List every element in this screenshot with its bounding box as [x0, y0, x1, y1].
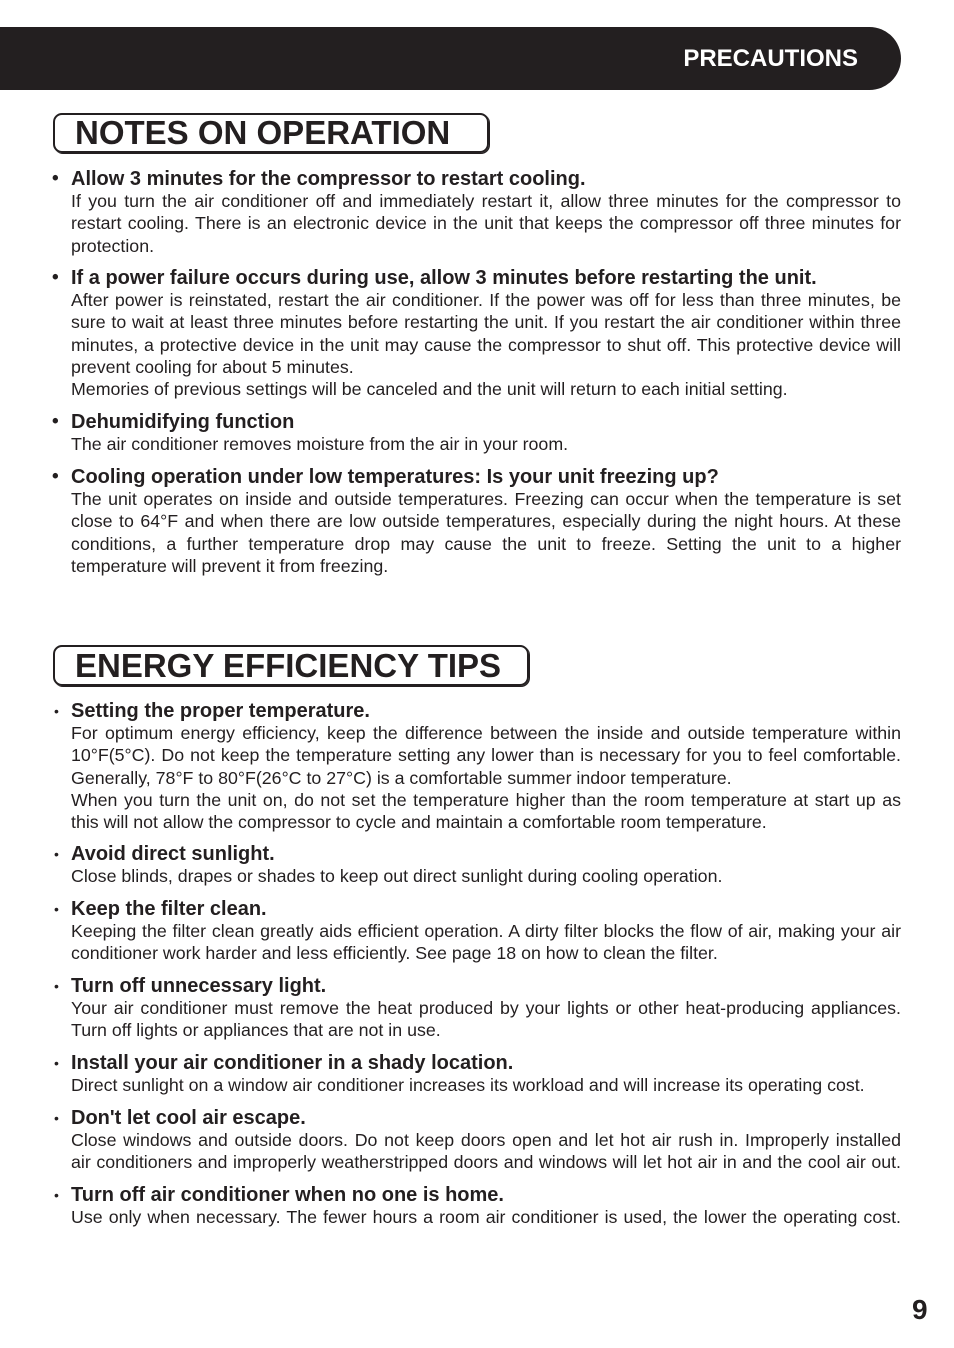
tip-item: [0, 1184, 901, 1228]
body-line: Keeping the filter clean greatly aids efficient operation. A dirty filter blocks the flow of air, making your air: [71, 921, 901, 941]
item-heading: If a power failure occurs during use, allow 3 minutes before restarting the unit.: [71, 267, 817, 289]
bullet: •: [54, 978, 59, 994]
item-heading: Allow 3 minutes for the compressor to restart cooling.: [71, 168, 586, 190]
bullet: •: [52, 411, 59, 432]
body-line: conditions, a further temperature drop may cause the unit to freeze. Setting the unit to a higher: [71, 533, 901, 554]
body-line: For optimum energy efficiency, keep the difference between the inside and outside temperature within: [71, 723, 901, 743]
tip-item: [0, 898, 901, 965]
bullet: •: [54, 1187, 59, 1203]
tip-item: [0, 843, 901, 887]
body-line: The air conditioner removes moisture from the air in your room.: [71, 434, 569, 454]
body-line: air conditioners and improperly weatherstripped doors and windows will let hot air in and the cool air out.: [71, 1152, 901, 1173]
section-title-box-notes-on-operation: [53, 113, 489, 153]
item-heading: Install your air conditioner in a shady location.: [71, 1052, 514, 1074]
item-heading: Cooling operation under low temperatures: Is your unit freezing up?: [71, 466, 719, 488]
body-line: The unit operates on inside and outside temperatures. Freezing can occur when the temperature is set: [71, 489, 901, 509]
item-heading: Keep the filter clean.: [71, 898, 267, 920]
note-item: [0, 168, 901, 257]
body-line: close to 64°F and when there are low outside temperatures, especially during the night hours. At these: [71, 511, 901, 532]
body-line: Direct sunlight on a window air conditioner increases its workload and will increase its operating cost.: [71, 1075, 865, 1095]
body-line: this will not allow the compressor to cycle and maintain a comfortable room temperature.: [71, 812, 767, 833]
section-title: ENERGY EFFICIENCY TIPS: [75, 647, 502, 684]
body-line: temperature will prevent it from freezing.: [71, 555, 389, 576]
item-heading: Turn off air conditioner when no one is home.: [71, 1184, 504, 1206]
body-line: If you turn the air conditioner off and immediately restart it, allow three minutes for the compressor to: [71, 191, 901, 211]
body-line: conditioner work harder and less efficiently. See page 18 on how to clean the filter.: [71, 943, 718, 964]
bullet: •: [54, 901, 59, 917]
body-line: 10°F(5°C). Do not keep the temperature setting any lower than is necessary for you to feel comfortable.: [71, 745, 901, 766]
note-item: [0, 466, 901, 577]
tip-item: [0, 1107, 901, 1174]
bullet: •: [54, 1110, 59, 1126]
bullet: •: [54, 1055, 59, 1071]
body-line: minutes, a protective device in the unit may cause the compressor to shut off. This protective device will: [71, 334, 901, 355]
body-line: Turn off lights or appliances that are not in use.: [71, 1020, 441, 1041]
body-line: restart cooling. There is an electronic device in the unit that keeps the compressor off three minutes for: [71, 213, 901, 234]
page-number: 9: [912, 1294, 928, 1325]
item-heading: Avoid direct sunlight.: [71, 843, 275, 865]
body-line: After power is reinstated, restart the air conditioner. If the power was off for less than three minutes, be: [71, 290, 901, 310]
body-line: When you turn the unit on, do not set the temperature higher than the room temperature at start up as: [71, 789, 901, 810]
bullet: •: [54, 703, 59, 719]
body-line: protection.: [71, 235, 155, 256]
header-title: PRECAUTIONS: [683, 45, 858, 72]
bullet: •: [52, 466, 59, 487]
bullet: •: [54, 846, 59, 862]
item-heading: Turn off unnecessary light.: [71, 975, 327, 997]
header-bar: [0, 27, 901, 90]
body-line: Your air conditioner must remove the heat produced by your lights or other heat-producing appliances.: [71, 998, 901, 1018]
body-line: prevent cooling for about 5 minutes.: [71, 356, 354, 377]
body-line: Memories of previous settings will be canceled and the unit will return to each initial setting.: [71, 379, 788, 400]
note-item: [0, 267, 901, 400]
tip-item: [0, 975, 901, 1042]
note-item: [0, 411, 901, 455]
item-heading: Setting the proper temperature.: [71, 700, 370, 722]
bullet: •: [52, 168, 59, 189]
body-line: Close windows and outside doors. Do not keep doors open and let hot air rush in. Improperly installed: [71, 1130, 901, 1150]
bullet: •: [52, 267, 59, 288]
body-line: Close blinds, drapes or shades to keep out direct sunlight during cooling operation.: [71, 866, 723, 886]
section-title-box-energy-efficiency-tips: [53, 645, 529, 686]
body-line: Generally, 78°F to 80°F(26°C to 27°C) is a comfortable summer indoor temperature.: [71, 767, 732, 788]
item-heading: Don't let cool air escape.: [71, 1107, 306, 1129]
body-line: sure to wait at least three minutes before restarting the unit. If you restart the air conditioner within three: [71, 312, 901, 333]
section-title: NOTES ON OPERATION: [75, 114, 451, 151]
tip-item: [0, 700, 901, 833]
item-heading: Dehumidifying function: [71, 411, 295, 433]
body-line: Use only when necessary. The fewer hours a room air conditioner is used, the lower the operating cost.: [71, 1207, 901, 1227]
tip-item: [0, 1052, 901, 1096]
